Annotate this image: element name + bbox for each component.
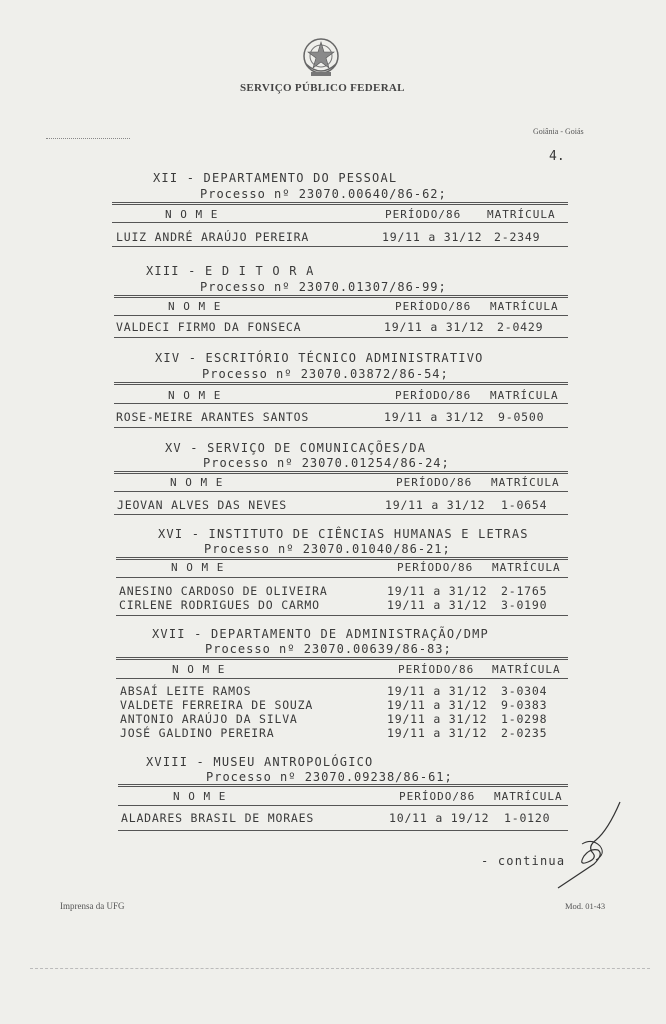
row-nome: JOSÉ GALDINO PEREIRA bbox=[120, 726, 275, 740]
table-bottom-rule bbox=[116, 615, 568, 616]
row-matricula: 2-0235 bbox=[501, 726, 548, 740]
table-header-rule bbox=[112, 222, 568, 223]
column-header-matricula: MATRÍCULA bbox=[490, 300, 559, 313]
row-nome: CIRLENE RODRIGUES DO CARMO bbox=[119, 598, 320, 612]
header-title: SERVIÇO PÚBLICO FEDERAL bbox=[240, 82, 405, 94]
section-processo: Processo nº 23070.01254/86-24; bbox=[203, 456, 450, 470]
column-header-matricula: MATRÍCULA bbox=[491, 476, 560, 489]
row-matricula: 9-0500 bbox=[498, 410, 545, 424]
table-top-rule bbox=[114, 382, 568, 385]
row-matricula: 1-0298 bbox=[501, 712, 548, 726]
row-periodo: 19/11 a 31/12 bbox=[387, 684, 488, 698]
column-header-nome: N O M E bbox=[171, 561, 225, 574]
section-processo: Processo nº 23070.09238/86-61; bbox=[206, 770, 453, 784]
section-title: XII - DEPARTAMENTO DO PESSOAL bbox=[153, 171, 398, 185]
row-periodo: 19/11 a 31/12 bbox=[385, 498, 486, 512]
row-periodo: 19/11 a 31/12 bbox=[387, 712, 488, 726]
column-header-periodo: PERÍODO/86 bbox=[399, 790, 476, 803]
table-top-rule bbox=[116, 657, 568, 660]
section-processo: Processo nº 23070.00640/86-62; bbox=[200, 187, 447, 201]
column-header-periodo: PERÍODO/86 bbox=[385, 208, 462, 221]
table-header-rule bbox=[116, 577, 568, 578]
table-header-rule bbox=[118, 805, 568, 806]
column-header-periodo: PERÍODO/86 bbox=[397, 561, 474, 574]
table-bottom-rule bbox=[114, 337, 568, 338]
city-label: Goiânia - Goiás bbox=[533, 127, 584, 136]
table-top-rule bbox=[112, 202, 568, 205]
row-periodo: 10/11 a 19/12 bbox=[389, 811, 490, 825]
signature-mark bbox=[548, 800, 628, 890]
table-top-rule bbox=[114, 471, 568, 474]
page-number: 4. bbox=[549, 149, 565, 164]
column-header-matricula: MATRÍCULA bbox=[492, 561, 561, 574]
continua-note: - continua bbox=[481, 854, 566, 868]
section-processo: Processo nº 23070.03872/86-54; bbox=[202, 367, 449, 381]
row-matricula: 2-1765 bbox=[501, 584, 548, 598]
footer-imprint: Imprensa da UFG bbox=[60, 901, 125, 911]
table-bottom-rule bbox=[114, 427, 568, 428]
row-periodo: 19/11 a 31/12 bbox=[387, 726, 488, 740]
table-header-rule bbox=[114, 491, 568, 492]
column-header-nome: N O M E bbox=[170, 476, 224, 489]
row-nome: ANTONIO ARAÚJO DA SILVA bbox=[120, 712, 298, 726]
section-processo: Processo nº 23070.01307/86-99; bbox=[200, 280, 447, 294]
row-nome: VALDECI FIRMO DA FONSECA bbox=[116, 320, 302, 334]
row-nome: VALDETE FERREIRA DE SOUZA bbox=[120, 698, 314, 712]
column-header-nome: N O M E bbox=[172, 663, 226, 676]
section-title: XV - SERVIÇO DE COMUNICAÇÕES/DA bbox=[165, 441, 427, 455]
column-header-nome: N O M E bbox=[168, 300, 222, 313]
row-periodo: 19/11 a 31/12 bbox=[384, 410, 485, 424]
row-nome: ANESINO CARDOSO DE OLIVEIRA bbox=[119, 584, 328, 598]
row-periodo: 19/11 a 31/12 bbox=[382, 230, 483, 244]
table-bottom-rule bbox=[112, 246, 568, 247]
row-periodo: 19/11 a 31/12 bbox=[387, 598, 488, 612]
row-matricula: 3-0304 bbox=[501, 684, 548, 698]
section-title: XVII - DEPARTAMENTO DE ADMINISTRAÇÃO/DMP bbox=[152, 627, 489, 641]
row-matricula: 9-0383 bbox=[501, 698, 548, 712]
table-bottom-rule bbox=[114, 514, 568, 515]
column-header-matricula: MATRÍCULA bbox=[494, 790, 563, 803]
row-matricula: 3-0190 bbox=[501, 598, 548, 612]
table-top-rule bbox=[114, 295, 568, 298]
table-bottom-rule bbox=[118, 830, 568, 831]
table-header-rule bbox=[114, 403, 568, 404]
footer-form-code: Mod. 01-43 bbox=[565, 901, 606, 911]
row-nome: JEOVAN ALVES DAS NEVES bbox=[117, 498, 287, 512]
column-header-nome: N O M E bbox=[165, 208, 219, 221]
section-processo: Processo nº 23070.00639/86-83; bbox=[205, 642, 452, 656]
coat-of-arms-emblem bbox=[298, 34, 344, 80]
row-periodo: 19/11 a 31/12 bbox=[384, 320, 485, 334]
column-header-periodo: PERÍODO/86 bbox=[395, 300, 472, 313]
column-header-matricula: MATRÍCULA bbox=[487, 208, 556, 221]
section-title: XVI - INSTITUTO DE CIÊNCIAS HUMANAS E LETRAS bbox=[158, 527, 529, 541]
section-title: XIII - E D I T O R A bbox=[146, 264, 315, 278]
row-matricula: 2-2349 bbox=[494, 230, 541, 244]
row-nome: ABSAÍ LEITE RAMOS bbox=[120, 684, 252, 698]
section-processo: Processo nº 23070.01040/86-21; bbox=[204, 542, 451, 556]
row-nome: ALADARES BRASIL DE MORAES bbox=[121, 811, 315, 825]
row-nome: ROSE-MEIRE ARANTES SANTOS bbox=[116, 410, 310, 424]
table-top-rule bbox=[116, 557, 568, 560]
section-title: XVIII - MUSEU ANTROPOLÓGICO bbox=[146, 755, 374, 769]
column-header-periodo: PERÍODO/86 bbox=[398, 663, 475, 676]
column-header-nome: N O M E bbox=[173, 790, 227, 803]
dotted-line bbox=[46, 138, 130, 139]
row-periodo: 19/11 a 31/12 bbox=[387, 584, 488, 598]
row-matricula: 1-0654 bbox=[501, 498, 548, 512]
table-header-rule bbox=[114, 315, 568, 316]
column-header-periodo: PERÍODO/86 bbox=[395, 389, 472, 402]
row-nome: LUIZ ANDRÉ ARAÚJO PEREIRA bbox=[116, 230, 310, 244]
column-header-nome: N O M E bbox=[168, 389, 222, 402]
row-periodo: 19/11 a 31/12 bbox=[387, 698, 488, 712]
row-matricula: 1-0120 bbox=[504, 811, 551, 825]
column-header-matricula: MATRÍCULA bbox=[492, 663, 561, 676]
column-header-matricula: MATRÍCULA bbox=[490, 389, 559, 402]
row-matricula: 2-0429 bbox=[497, 320, 544, 334]
table-top-rule bbox=[118, 784, 568, 787]
table-header-rule bbox=[116, 678, 568, 679]
section-title: XIV - ESCRITÓRIO TÉCNICO ADMINISTRATIVO bbox=[155, 351, 484, 365]
column-header-periodo: PERÍODO/86 bbox=[396, 476, 473, 489]
bottom-edge-line bbox=[30, 968, 650, 969]
